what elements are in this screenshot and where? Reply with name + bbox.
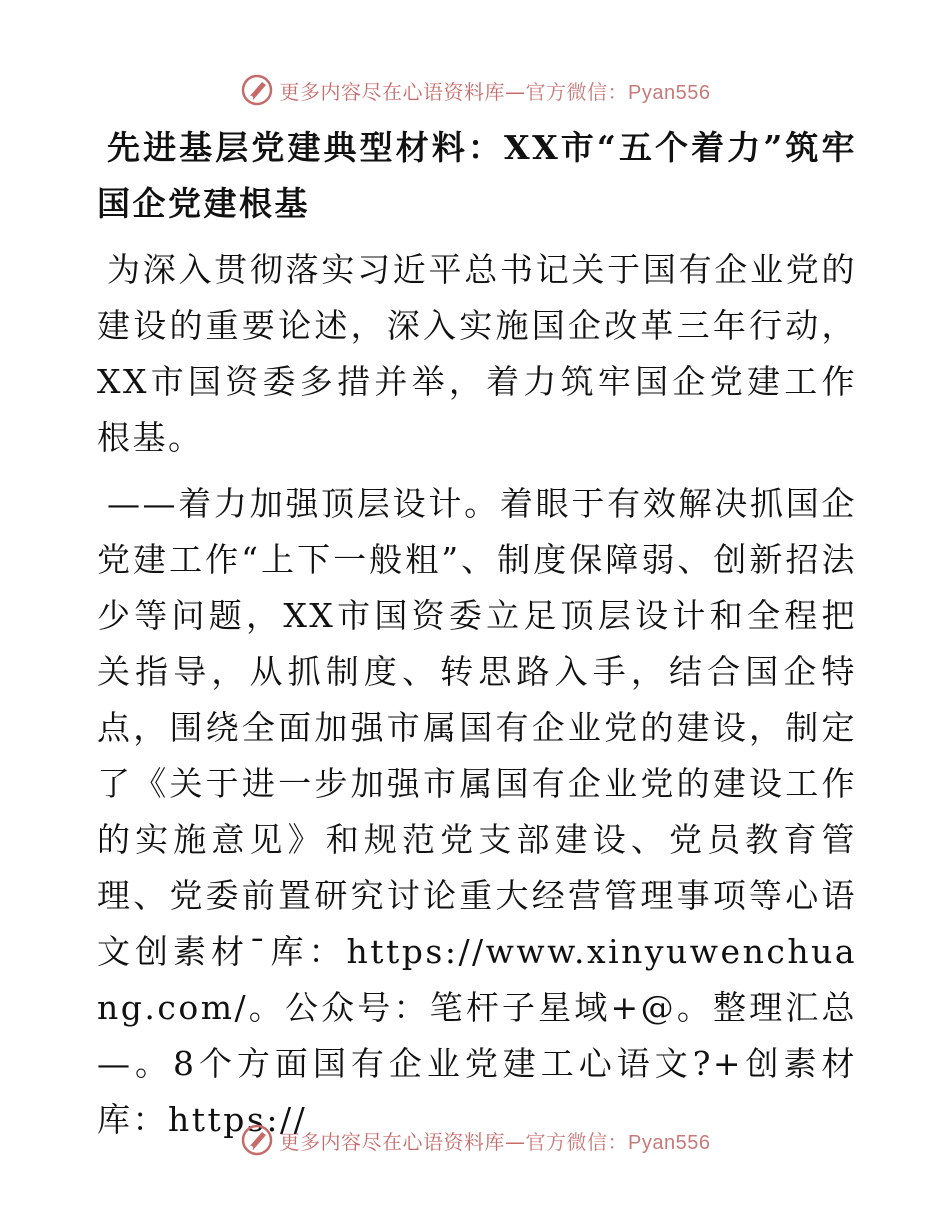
document-title: 先进基层党建典型材料：XX市“五个着力”筑牢国企党建根基 (97, 128, 857, 223)
brand-logo-icon (240, 1123, 274, 1157)
watermark-footer (0, 1120, 950, 1160)
watermark-site-text: 更多内容尽在心语资料库 (279, 1129, 506, 1154)
watermark-contact: 官方微信：Pyan556 (525, 1131, 711, 1154)
watermark-header (0, 70, 950, 110)
document-body (97, 120, 857, 1148)
watermark-dash: — (505, 1129, 526, 1154)
paragraph-top-level-design: ——着力加强顶层设计。着眼于有效解决抓国企党建工作“上下一般粗”、制度保障弱、创新招法少等问题，XX市国资委立足顶层设计和全程把关指导，从抓制度、转思路入手，结合国企特点，围绕全面加强市属国有企业党的建设，制定了《关于进一步加强市属国有企业党的建设工作的实施意见》和规范党支部建设、党员教育管理、党委前置研究讨论重大经营管理事项等心语文创素材¯库：https://www.xinyuwenchuang.com/。公众号：笔杆子星域+@。整理汇总—。8个方面国有企业党建工心语文?+创素材库：https:// (97, 484, 857, 1139)
watermark-site-text: 更多内容尽在心语资料库 (279, 79, 506, 104)
brand-logo-icon (240, 73, 274, 107)
watermark-dash: — (505, 79, 526, 104)
watermark-contact: 官方微信：Pyan556 (525, 81, 711, 104)
paragraph-intro: 为深入贯彻落实习近平总书记关于国有企业党的建设的重要论述，深入实施国企改革三年行动，XX市国资委多措并举，着力筑牢国企党建工作根基。 (97, 250, 857, 457)
